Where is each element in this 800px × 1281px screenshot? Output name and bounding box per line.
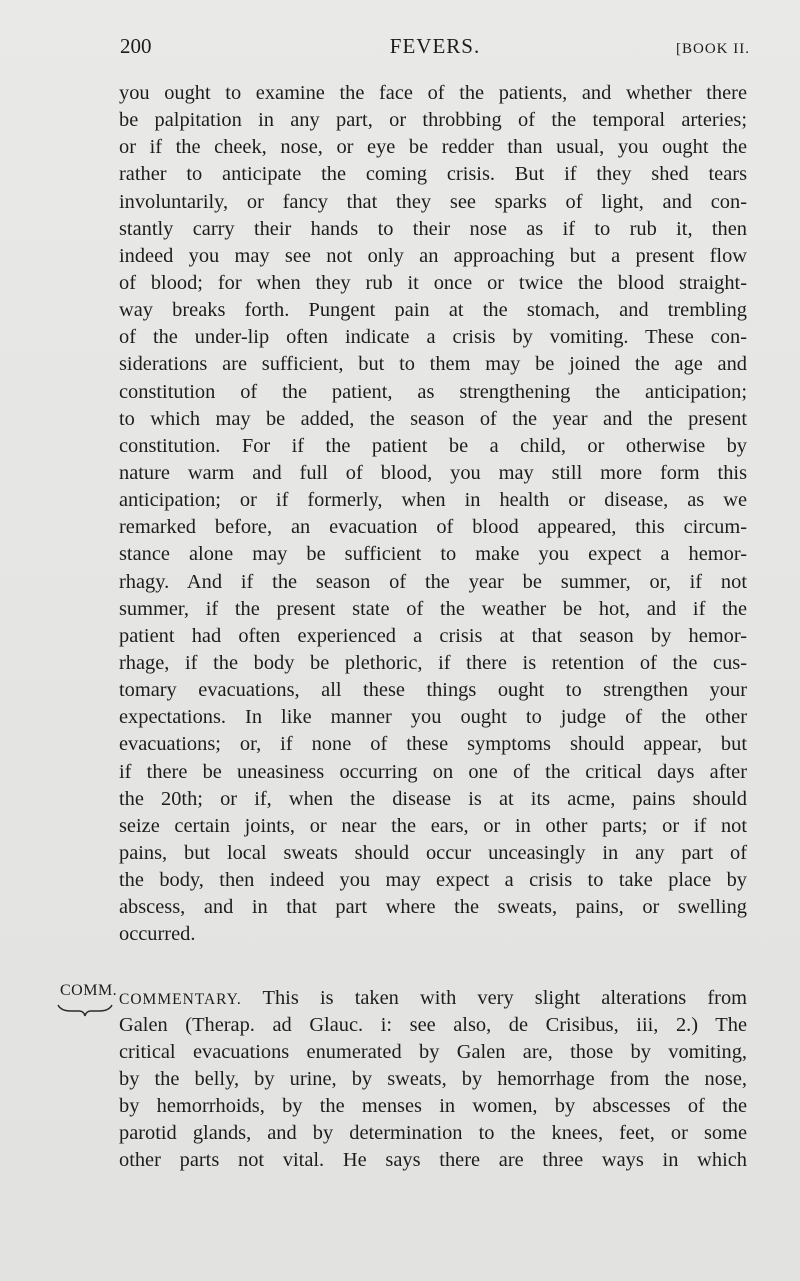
text-line: occurred. bbox=[119, 923, 196, 946]
page-number: 200 bbox=[120, 34, 152, 58]
text-line: stance alone may be sufficient to make you expect a hemor- bbox=[119, 543, 747, 566]
main-text bbox=[119, 80, 747, 1174]
text-line: of the under-lip often indicate a crisis by vomiting. These con- bbox=[119, 326, 747, 349]
text-line: critical evacuations enumerated by Galen are, those by vomiting, bbox=[119, 1040, 747, 1063]
text-line: stantly carry their hands to their nose as if to rub it, then bbox=[119, 217, 747, 240]
text-line: constitution. For if the patient be a child, or otherwise by bbox=[119, 434, 747, 457]
text-line: by the belly, by urine, by sweats, by hemorrhage from the nose, bbox=[119, 1067, 747, 1090]
text-line: or if the cheek, nose, or eye be redder than usual, you ought the bbox=[119, 136, 747, 159]
text-line: you ought to examine the face of the patients, and whether there bbox=[119, 82, 747, 104]
text-line: Galen (Therap. ad Glauc. i: see also, de Crisibus, iii, 2.) The bbox=[119, 1013, 747, 1036]
text-line: be palpitation in any part, or throbbing of the temporal arteries; bbox=[119, 109, 747, 132]
text-line: rhage, if the body be plethoric, if there is retention of the cus- bbox=[119, 651, 747, 674]
text-line: constitution of the patient, as strengthening the anticipation; bbox=[119, 380, 747, 403]
text-line: abscess, and in that part where the sweats, pains, or swelling bbox=[119, 896, 747, 919]
text-line: parotid glands, and by determination to the knees, feet, or some bbox=[119, 1122, 747, 1145]
comm-side-label-text: COMM. bbox=[60, 982, 118, 999]
text-line: to which may be added, the season of the year and the present bbox=[119, 407, 747, 430]
book-label bbox=[676, 34, 750, 59]
text-line: remarked before, an evacuation of blood appeared, this circum- bbox=[119, 516, 747, 539]
text-line: tomary evacuations, all these things ought to strengthen your bbox=[119, 679, 747, 702]
text-line: nature warm and full of blood, you may still more form this bbox=[119, 461, 747, 484]
commentary-heading: COMMENTARY. bbox=[119, 990, 242, 1008]
text-line: by hemorrhoids, by the menses in women, by abscesses of the bbox=[119, 1095, 747, 1118]
text-line: anticipation; or if formerly, when in health or disease, as we bbox=[119, 489, 747, 512]
text-line: pains, but local sweats should occur unceasingly in any part of bbox=[119, 841, 747, 864]
text-line: patient had often experienced a crisis at that season by hemor- bbox=[119, 624, 747, 647]
commentary-lines bbox=[119, 1012, 747, 1175]
section-gap bbox=[119, 949, 747, 985]
text-line: involuntarily, or fancy that they see sparks of light, and con- bbox=[119, 190, 747, 213]
comm-side-label bbox=[60, 982, 117, 1000]
commentary-first-line-text: This is taken with very slight alterations from bbox=[262, 986, 748, 1009]
text-line: seize certain joints, or near the ears, or in other parts; or if not bbox=[119, 814, 747, 837]
text-line: evacuations; or, if none of these symptoms should appear, but bbox=[119, 733, 747, 756]
book-label-text: [BOOK II. bbox=[676, 41, 750, 57]
text-line: of blood; for when they rub it once or twice the blood straight- bbox=[119, 271, 747, 294]
text-line: summer, if the present state of the weather be hot, and if the bbox=[119, 597, 747, 620]
text-line: indeed you may see not only an approaching but a present flow bbox=[119, 244, 747, 267]
text-line: the 20th; or if, when the disease is at its acme, pains should bbox=[119, 787, 747, 810]
text-line: the body, then indeed you may expect a crisis to take place by bbox=[119, 869, 747, 892]
commentary-block bbox=[119, 985, 747, 1175]
main-text-lines bbox=[119, 80, 747, 949]
text-line: rather to anticipate the coming crisis. But if they shed tears bbox=[119, 163, 747, 186]
text-line: rhagy. And if the season of the year be summer, or, if not bbox=[119, 570, 747, 593]
running-title: FEVERS. bbox=[389, 34, 481, 58]
text-line: way breaks forth. Pungent pain at the stomach, and trembling bbox=[119, 299, 747, 322]
text-line: if there be uneasiness occurring on one of the critical days after bbox=[119, 760, 747, 783]
running-header bbox=[120, 34, 750, 62]
text-line: expectations. In like manner you ought to judge of the other bbox=[119, 706, 747, 729]
commentary-first-line bbox=[119, 985, 747, 1012]
brace-icon bbox=[57, 1003, 113, 1017]
text-line: siderations are sufficient, but to them may be joined the age and bbox=[119, 353, 747, 376]
text-line: other parts not vital. He says there are three ways in which bbox=[119, 1149, 747, 1172]
